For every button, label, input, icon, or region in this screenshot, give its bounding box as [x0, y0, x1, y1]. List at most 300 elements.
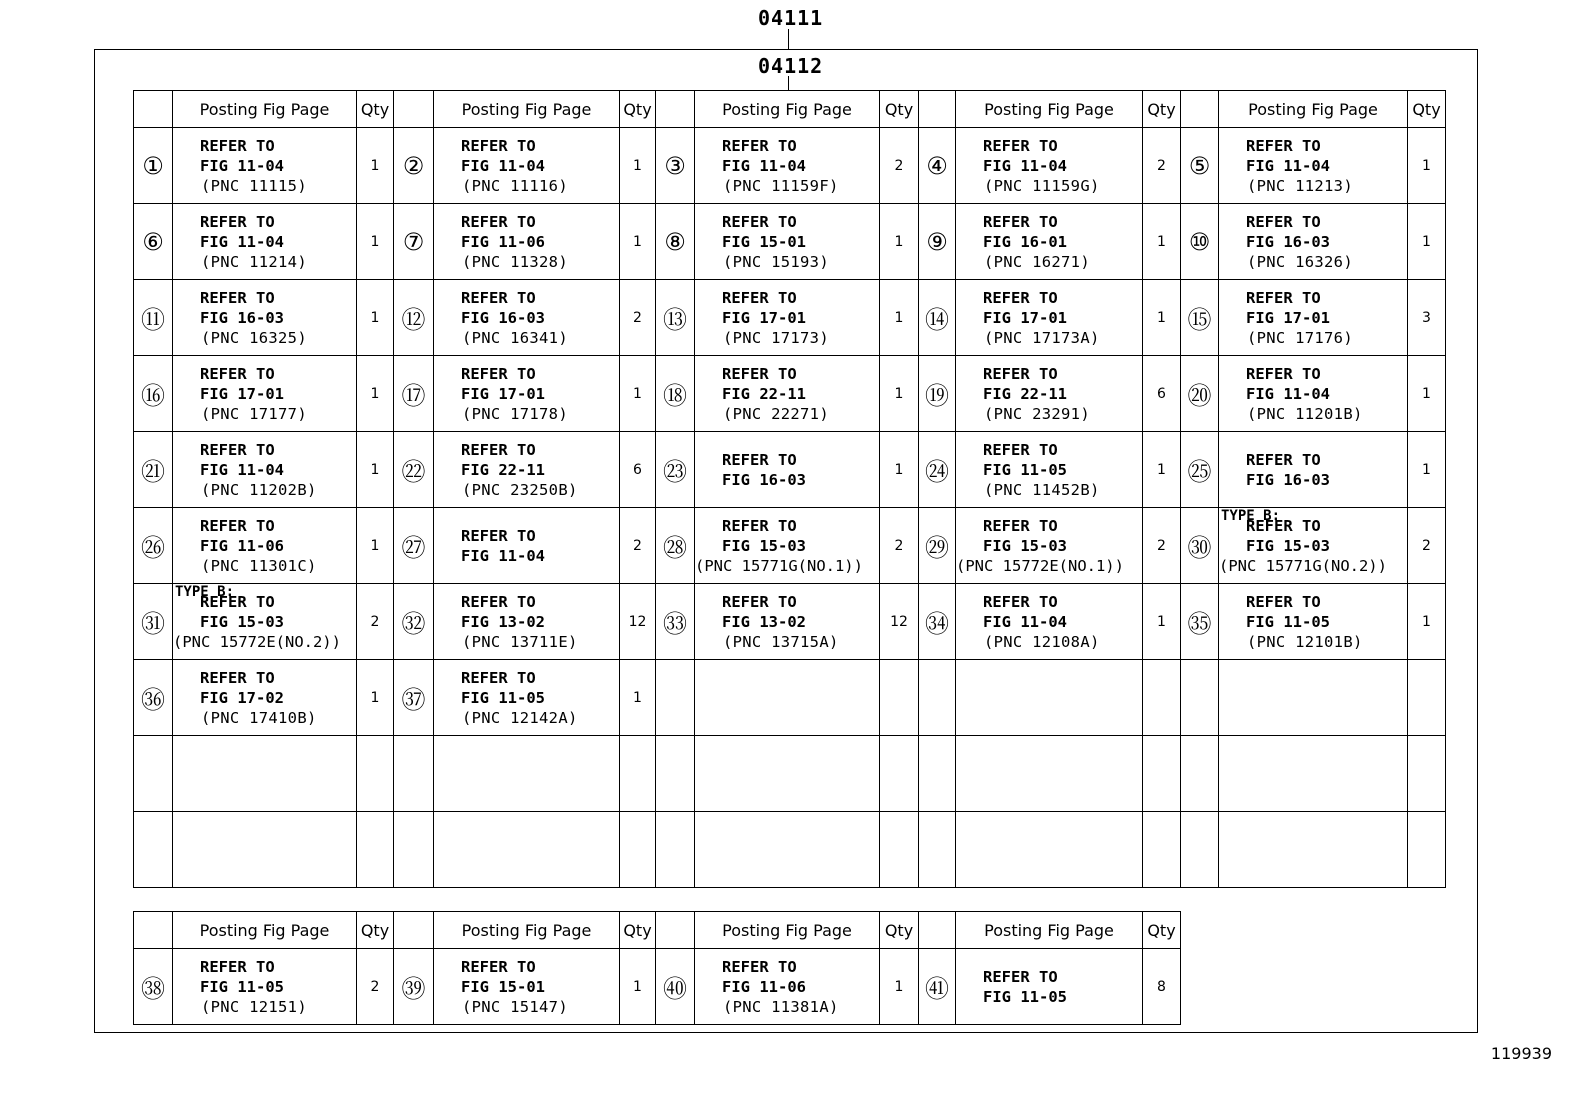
item-number: ⑯ — [134, 356, 173, 432]
refer-to-text: REFER TO — [1246, 288, 1321, 307]
item-number: ㊲ — [394, 660, 434, 736]
assembly-number-inner: 04112 — [758, 54, 824, 78]
header-qty: Qty — [1143, 912, 1181, 949]
refer-to-text: REFER TO — [983, 967, 1058, 986]
refer-to-text: REFER TO — [200, 516, 275, 535]
quantity: 1 — [357, 508, 394, 584]
reference-cell — [434, 508, 620, 584]
reference-cell — [173, 949, 357, 1025]
item-number: ㉗ — [394, 508, 434, 584]
reference-cell — [173, 280, 357, 356]
pnc-reference: (PNC 17177) — [201, 404, 307, 423]
fig-reference: FIG 15-03 — [722, 536, 806, 555]
assembly-number-outer: 04111 — [758, 6, 824, 30]
reference-cell — [695, 812, 880, 888]
header-posting-fig-page: Posting Fig Page — [1219, 91, 1408, 128]
refer-to-text: REFER TO — [461, 668, 536, 687]
fig-reference: FIG 11-05 — [1246, 612, 1330, 631]
item-number — [1181, 736, 1219, 812]
quantity: 1 — [357, 432, 394, 508]
quantity: 1 — [1408, 128, 1446, 204]
table-header-row — [134, 912, 1181, 949]
quantity: 1 — [880, 204, 919, 280]
fig-reference: FIG 11-04 — [200, 156, 284, 175]
table-row — [134, 128, 1446, 204]
reference-cell — [434, 128, 620, 204]
header-num-blank — [656, 912, 695, 949]
refer-to-text: REFER TO — [722, 450, 797, 469]
item-number: ㉛ — [134, 584, 173, 660]
pnc-reference: (PNC 11116) — [462, 176, 568, 195]
quantity: 1 — [620, 660, 656, 736]
table-header-row — [134, 91, 1446, 128]
fig-reference: FIG 11-06 — [200, 536, 284, 555]
reference-cell — [173, 204, 357, 280]
reference-cell — [173, 736, 357, 812]
item-number: ⑮ — [1181, 280, 1219, 356]
refer-to-text: REFER TO — [1246, 450, 1321, 469]
refer-to-text: REFER TO — [461, 440, 536, 459]
fig-reference: FIG 11-04 — [200, 232, 284, 251]
pnc-reference: (PNC 11115) — [201, 176, 307, 195]
pnc-reference: (PNC 11301C) — [201, 556, 317, 575]
drawing-number: 119939 — [1490, 1044, 1552, 1063]
quantity — [357, 736, 394, 812]
refer-to-text: REFER TO — [1246, 592, 1321, 611]
fig-reference: FIG 16-03 — [200, 308, 284, 327]
table-row — [134, 584, 1446, 660]
refer-to-text: REFER TO — [722, 288, 797, 307]
refer-to-text: REFER TO — [983, 288, 1058, 307]
header-posting-fig-page: Posting Fig Page — [173, 91, 357, 128]
quantity: 2 — [620, 280, 656, 356]
pnc-reference: (PNC 15193) — [723, 252, 829, 271]
reference-cell — [956, 949, 1143, 1025]
table-row — [134, 812, 1446, 888]
item-number: ④ — [919, 128, 956, 204]
quantity: 1 — [620, 949, 656, 1025]
quantity: 8 — [1143, 949, 1181, 1025]
header-num-blank — [394, 91, 434, 128]
header-num-blank — [394, 912, 434, 949]
fig-reference: FIG 17-01 — [200, 384, 284, 403]
quantity: 1 — [357, 356, 394, 432]
table-row — [134, 736, 1446, 812]
refer-to-text: REFER TO — [722, 957, 797, 976]
reference-cell — [956, 432, 1143, 508]
quantity — [1408, 812, 1446, 888]
fig-reference: FIG 16-03 — [461, 308, 545, 327]
quantity: 1 — [357, 128, 394, 204]
quantity: 1 — [1408, 204, 1446, 280]
item-number — [919, 812, 956, 888]
reference-cell — [434, 584, 620, 660]
refer-to-text: REFER TO — [461, 957, 536, 976]
refer-to-text: REFER TO — [1246, 212, 1321, 231]
item-number: ⑲ — [919, 356, 956, 432]
quantity: 1 — [880, 949, 919, 1025]
quantity — [620, 812, 656, 888]
fig-reference: FIG 22-11 — [461, 460, 545, 479]
item-number: ⑤ — [1181, 128, 1219, 204]
reference-cell — [695, 508, 880, 584]
reference-cell — [695, 949, 880, 1025]
refer-to-text: REFER TO — [983, 440, 1058, 459]
refer-to-text: REFER TO — [722, 364, 797, 383]
item-number — [656, 660, 695, 736]
item-number: ⑭ — [919, 280, 956, 356]
pnc-reference: (PNC 16325) — [201, 328, 307, 347]
refer-to-text: REFER TO — [200, 668, 275, 687]
pnc-reference: (PNC 23291) — [984, 404, 1090, 423]
quantity: 3 — [1408, 280, 1446, 356]
item-number: ② — [394, 128, 434, 204]
item-number: ㉕ — [1181, 432, 1219, 508]
item-number: ① — [134, 128, 173, 204]
fig-reference: FIG 22-11 — [722, 384, 806, 403]
pnc-reference: (PNC 12151) — [201, 997, 307, 1016]
item-number — [1181, 660, 1219, 736]
item-number: ⑩ — [1181, 204, 1219, 280]
item-number — [656, 812, 695, 888]
pnc-reference: (PNC 17173A) — [984, 328, 1100, 347]
reference-cell — [956, 280, 1143, 356]
item-number: ㊵ — [656, 949, 695, 1025]
quantity: 1 — [880, 280, 919, 356]
table-row — [134, 356, 1446, 432]
quantity: 1 — [620, 128, 656, 204]
item-number: ㉒ — [394, 432, 434, 508]
quantity: 1 — [880, 432, 919, 508]
item-number — [919, 660, 956, 736]
reference-cell — [173, 356, 357, 432]
reference-cell — [695, 736, 880, 812]
quantity: 2 — [357, 949, 394, 1025]
fig-reference: FIG 11-06 — [461, 232, 545, 251]
fig-reference: FIG 17-01 — [983, 308, 1067, 327]
refer-to-text: REFER TO — [983, 364, 1058, 383]
fig-reference: FIG 17-02 — [200, 688, 284, 707]
quantity: 2 — [880, 508, 919, 584]
fig-reference: FIG 17-01 — [461, 384, 545, 403]
header-num-blank — [919, 91, 956, 128]
pnc-reference: (PNC 11213) — [1247, 176, 1353, 195]
fig-reference: FIG 11-04 — [1246, 156, 1330, 175]
quantity: 1 — [1408, 356, 1446, 432]
refer-to-text: REFER TO — [200, 212, 275, 231]
header-qty: Qty — [620, 912, 656, 949]
reference-cell — [695, 128, 880, 204]
quantity: 2 — [880, 128, 919, 204]
item-number: ㉓ — [656, 432, 695, 508]
quantity: 2 — [1143, 508, 1181, 584]
pnc-reference: (PNC 11159F) — [723, 176, 839, 195]
refer-to-text: REFER TO — [461, 212, 536, 231]
header-num-blank — [1181, 91, 1219, 128]
table-row — [134, 508, 1446, 584]
reference-cell — [956, 508, 1143, 584]
header-num-blank — [134, 91, 173, 128]
refer-to-text: REFER TO — [200, 288, 275, 307]
fig-reference: FIG 15-03 — [1246, 536, 1330, 555]
pnc-reference: (PNC 17178) — [462, 404, 568, 423]
reference-cell — [434, 280, 620, 356]
pnc-reference: (PNC 15772E(NO.2)) — [173, 632, 341, 651]
reference-cell — [695, 432, 880, 508]
header-qty: Qty — [357, 912, 394, 949]
fig-reference: FIG 22-11 — [983, 384, 1067, 403]
reference-cell — [956, 812, 1143, 888]
item-number — [394, 736, 434, 812]
pnc-reference: (PNC 11214) — [201, 252, 307, 271]
header-posting-fig-page: Posting Fig Page — [956, 912, 1143, 949]
refer-to-text: REFER TO — [200, 592, 275, 611]
quantity: 1 — [1408, 432, 1446, 508]
reference-cell — [1219, 736, 1408, 812]
quantity — [620, 736, 656, 812]
item-number: ⑫ — [394, 280, 434, 356]
refer-to-text: REFER TO — [722, 516, 797, 535]
pnc-reference: (PNC 15772E(NO.1)) — [956, 556, 1124, 575]
quantity: 1 — [1143, 432, 1181, 508]
fig-reference: FIG 17-01 — [1246, 308, 1330, 327]
reference-table-main — [133, 90, 1446, 888]
reference-cell — [1219, 508, 1408, 584]
quantity — [357, 812, 394, 888]
header-num-blank — [656, 91, 695, 128]
item-number — [134, 812, 173, 888]
reference-cell — [1219, 356, 1408, 432]
item-number: ③ — [656, 128, 695, 204]
quantity: 6 — [1143, 356, 1181, 432]
quantity — [1143, 736, 1181, 812]
quantity — [880, 812, 919, 888]
refer-to-text: REFER TO — [461, 526, 536, 545]
pnc-reference: (PNC 15771G(NO.1)) — [695, 556, 863, 575]
pnc-reference: (PNC 15771G(NO.2)) — [1219, 556, 1387, 575]
reference-table-extra — [133, 911, 1181, 1025]
reference-cell — [434, 660, 620, 736]
quantity — [1408, 736, 1446, 812]
quantity — [880, 736, 919, 812]
reference-cell — [956, 736, 1143, 812]
quantity: 1 — [357, 660, 394, 736]
type-note: TYPE B: — [1221, 508, 1281, 524]
pnc-reference: (PNC 17410B) — [201, 708, 317, 727]
quantity: 1 — [357, 280, 394, 356]
item-number: ㊶ — [919, 949, 956, 1025]
fig-reference: FIG 11-04 — [461, 156, 545, 175]
refer-to-text: REFER TO — [722, 136, 797, 155]
item-number: ㉙ — [919, 508, 956, 584]
quantity: 1 — [620, 356, 656, 432]
item-number — [656, 736, 695, 812]
item-number: ㊳ — [134, 949, 173, 1025]
quantity: 1 — [1143, 584, 1181, 660]
fig-reference: FIG 15-03 — [200, 612, 284, 631]
item-number: ㊴ — [394, 949, 434, 1025]
item-number: ⑪ — [134, 280, 173, 356]
refer-to-text: REFER TO — [722, 212, 797, 231]
quantity: 12 — [880, 584, 919, 660]
fig-reference: FIG 15-01 — [461, 977, 545, 996]
reference-cell — [434, 812, 620, 888]
pnc-reference: (PNC 22271) — [723, 404, 829, 423]
reference-cell — [173, 508, 357, 584]
quantity: 2 — [1408, 508, 1446, 584]
item-number: ㉑ — [134, 432, 173, 508]
item-number: ㉚ — [1181, 508, 1219, 584]
item-number: ㉜ — [394, 584, 434, 660]
header-posting-fig-page: Posting Fig Page — [695, 91, 880, 128]
reference-cell — [956, 356, 1143, 432]
refer-to-text: REFER TO — [200, 136, 275, 155]
item-number — [394, 812, 434, 888]
header-posting-fig-page: Posting Fig Page — [956, 91, 1143, 128]
reference-cell — [434, 204, 620, 280]
header-qty: Qty — [357, 91, 394, 128]
header-posting-fig-page: Posting Fig Page — [434, 912, 620, 949]
fig-reference: FIG 11-04 — [461, 546, 545, 565]
fig-reference: FIG 11-04 — [200, 460, 284, 479]
fig-reference: FIG 11-04 — [722, 156, 806, 175]
item-number: ㉖ — [134, 508, 173, 584]
refer-to-text: REFER TO — [200, 440, 275, 459]
refer-to-text: REFER TO — [983, 136, 1058, 155]
fig-reference: FIG 15-01 — [722, 232, 806, 251]
header-posting-fig-page: Posting Fig Page — [173, 912, 357, 949]
quantity: 1 — [357, 204, 394, 280]
fig-reference: FIG 13-02 — [461, 612, 545, 631]
fig-reference: FIG 17-01 — [722, 308, 806, 327]
table-row — [134, 432, 1446, 508]
quantity — [1143, 660, 1181, 736]
fig-reference: FIG 16-03 — [1246, 232, 1330, 251]
fig-reference: FIG 15-03 — [983, 536, 1067, 555]
header-qty: Qty — [880, 91, 919, 128]
quantity: 12 — [620, 584, 656, 660]
reference-cell — [173, 128, 357, 204]
reference-cell — [956, 660, 1143, 736]
pnc-reference: (PNC 13711E) — [462, 632, 578, 651]
pnc-reference: (PNC 11201B) — [1247, 404, 1363, 423]
fig-reference: FIG 11-04 — [1246, 384, 1330, 403]
header-qty: Qty — [1143, 91, 1181, 128]
reference-cell — [695, 204, 880, 280]
refer-to-text: REFER TO — [1246, 364, 1321, 383]
reference-cell — [695, 356, 880, 432]
item-number: ⑬ — [656, 280, 695, 356]
table-row — [134, 280, 1446, 356]
pnc-reference: (PNC 11381A) — [723, 997, 839, 1016]
refer-to-text: REFER TO — [983, 516, 1058, 535]
item-number: ⑥ — [134, 204, 173, 280]
pnc-reference: (PNC 11452B) — [984, 480, 1100, 499]
reference-cell — [1219, 432, 1408, 508]
item-number: ⑧ — [656, 204, 695, 280]
item-number: ㉘ — [656, 508, 695, 584]
fig-reference: FIG 11-04 — [983, 156, 1067, 175]
refer-to-text: REFER TO — [461, 288, 536, 307]
refer-to-text: REFER TO — [1246, 136, 1321, 155]
refer-to-text: REFER TO — [983, 212, 1058, 231]
leader-line-outer — [788, 29, 789, 49]
fig-reference: FIG 16-03 — [722, 470, 806, 489]
pnc-reference: (PNC 11328) — [462, 252, 568, 271]
pnc-reference: (PNC 17176) — [1247, 328, 1353, 347]
item-number — [134, 736, 173, 812]
quantity: 1 — [620, 204, 656, 280]
reference-cell — [434, 356, 620, 432]
item-number: ⑨ — [919, 204, 956, 280]
item-number: ⑰ — [394, 356, 434, 432]
reference-cell — [1219, 204, 1408, 280]
fig-reference: FIG 16-01 — [983, 232, 1067, 251]
reference-cell — [173, 584, 357, 660]
type-note: TYPE B: — [175, 584, 235, 600]
refer-to-text: REFER TO — [461, 592, 536, 611]
refer-to-text: REFER TO — [983, 592, 1058, 611]
pnc-reference: (PNC 16341) — [462, 328, 568, 347]
item-number: ⑦ — [394, 204, 434, 280]
reference-cell — [1219, 280, 1408, 356]
quantity — [1143, 812, 1181, 888]
quantity: 1 — [1143, 204, 1181, 280]
item-number: ㉟ — [1181, 584, 1219, 660]
fig-reference: FIG 11-05 — [200, 977, 284, 996]
table-row — [134, 660, 1446, 736]
reference-cell — [695, 660, 880, 736]
quantity: 6 — [620, 432, 656, 508]
reference-cell — [956, 204, 1143, 280]
item-number: ㊱ — [134, 660, 173, 736]
reference-cell — [956, 128, 1143, 204]
quantity: 1 — [880, 356, 919, 432]
refer-to-text: REFER TO — [461, 364, 536, 383]
pnc-reference: (PNC 16271) — [984, 252, 1090, 271]
reference-cell — [1219, 660, 1408, 736]
reference-cell — [173, 812, 357, 888]
header-posting-fig-page: Posting Fig Page — [434, 91, 620, 128]
fig-reference: FIG 11-05 — [461, 688, 545, 707]
reference-cell — [434, 432, 620, 508]
refer-to-text: REFER TO — [200, 364, 275, 383]
reference-cell — [434, 949, 620, 1025]
pnc-reference: (PNC 12101B) — [1247, 632, 1363, 651]
quantity: 1 — [1408, 584, 1446, 660]
item-number: ⑳ — [1181, 356, 1219, 432]
leader-line-inner — [788, 76, 789, 90]
item-number: ㉝ — [656, 584, 695, 660]
quantity: 1 — [1143, 280, 1181, 356]
reference-cell — [1219, 584, 1408, 660]
header-qty: Qty — [1408, 91, 1446, 128]
pnc-reference: (PNC 12108A) — [984, 632, 1100, 651]
table-row — [134, 204, 1446, 280]
fig-reference: FIG 16-03 — [1246, 470, 1330, 489]
refer-to-text: REFER TO — [722, 592, 797, 611]
pnc-reference: (PNC 17173) — [723, 328, 829, 347]
refer-to-text: REFER TO — [200, 957, 275, 976]
table-row — [134, 949, 1181, 1025]
pnc-reference: (PNC 11159G) — [984, 176, 1100, 195]
item-number — [919, 736, 956, 812]
refer-to-text: REFER TO — [461, 136, 536, 155]
reference-cell — [695, 280, 880, 356]
fig-reference: FIG 11-05 — [983, 987, 1067, 1006]
pnc-reference: (PNC 13715A) — [723, 632, 839, 651]
reference-cell — [956, 584, 1143, 660]
